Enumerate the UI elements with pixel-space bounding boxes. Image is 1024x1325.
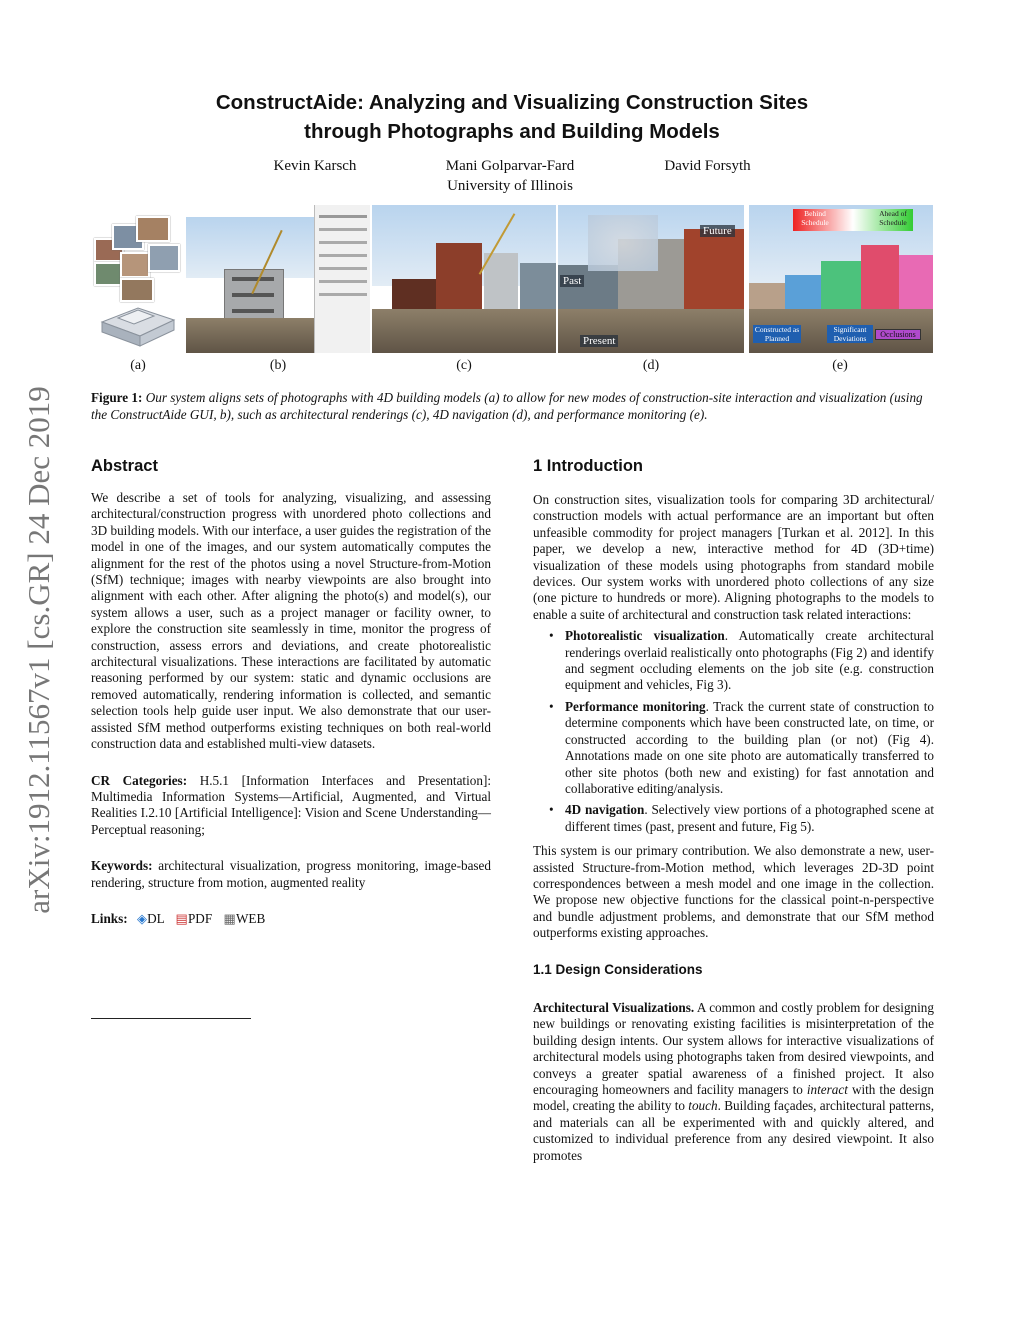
design-considerations-heading: 1.1 Design Considerations (533, 961, 703, 977)
caption-label: Figure 1: (91, 390, 143, 405)
abstract-body (91, 490, 491, 927)
abstract-heading: Abstract (91, 457, 158, 475)
para-3-text-3: . Building façades, architectural patterns, and materials can all be experimented with and quickly altered, and customized to individual preference from any desired viewpoint. It also promotes (533, 1098, 935, 1163)
affiliation: University of Illinois (447, 178, 573, 194)
behind-schedule-label: Behind Schedule (801, 209, 829, 227)
arch-vis-label: Architectural Visualizations. (533, 999, 695, 1015)
fig-label-c: (c) (456, 358, 472, 373)
figure-caption (91, 389, 933, 423)
bullet-text: . Automatically create architectural renderings overlaid realistically onto photographs (Fig 2) and identify and segment occluding elements on the job site (e.g. construction equipment and vehicles, Fig 3). (565, 628, 934, 693)
cr-label: CR Categories: (91, 772, 188, 788)
fig-label-a: (a) (130, 358, 146, 373)
intro-para-1: On construction sites, visualization tools for comparing 3D architectural/ construction models with actual performance are an important but often unfeasible commodity for project managers [Turkan et al. 2012]. In this paper, we develop a new, interactive method for 4D (3D+time) visualization of these models using photographs from standard mobile devices. Our system works with unordered photo collections of any size (one picture to hundreds or more). Aligning photographs to the models to enable a suite of architectural and construction task related interactions: (533, 492, 934, 622)
list-item (533, 628, 934, 694)
future-tag: Future (700, 225, 735, 237)
figure-panel-d (558, 205, 744, 353)
list-item (533, 699, 934, 797)
keywords-label: Keywords: (91, 858, 153, 874)
links-label: Links: (91, 910, 128, 926)
bullet-title: Photorealistic visualization (565, 628, 725, 644)
author-1: Kevin Karsch (273, 158, 357, 174)
intro-para-2: This system is our primary contribution. We also demonstrate a new, user-assisted Structure-from-Motion method, which leverages 2D-3D point correspondences between a mesh model and one image in the collection. We propose new objective functions for the classical point-n-perspective and bundle adjustment problems, and demonstrate that our SfM method outperforms existing approaches. (533, 843, 934, 941)
occlusions-label: Occlusions (875, 329, 921, 340)
figure-panel-a (90, 212, 185, 352)
para-3-em-1: interact (806, 1082, 848, 1097)
figure-panel-c (372, 205, 556, 353)
title-line-2: through Photographs and Building Models (304, 120, 720, 143)
intro-para-3 (533, 1000, 934, 1164)
list-item (533, 802, 934, 835)
footnote-rule (91, 1018, 251, 1019)
past-tag: Past (560, 275, 584, 287)
ahead-schedule-label: Ahead of Schedule (879, 209, 907, 227)
intro-heading-wrap (533, 457, 643, 476)
pdf-icon: ▤ (175, 910, 188, 926)
constructed-label: Constructed as Planned (754, 325, 800, 343)
paper-title (0, 88, 1024, 146)
fig-label-e: (e) (832, 358, 848, 373)
arxiv-id: arXiv:1912.11567v1 [cs.GR] 24 Dec 2019 (21, 386, 56, 914)
para-3-em-2: touch (688, 1098, 718, 1114)
bullet-title: 4D navigation (565, 802, 645, 818)
links-row (91, 911, 491, 927)
dl-icon: ◈ (136, 910, 148, 926)
author-2: Mani Golparvar-Fard (445, 158, 575, 174)
bullet-text: . Selectively view portions of a photographed scene at different times (past, present and future, Fig 5). (565, 802, 934, 834)
contribution-list (533, 628, 934, 835)
abstract-heading-wrap (91, 457, 158, 476)
link-web[interactable]: WEB (235, 910, 266, 926)
link-pdf[interactable]: PDF (187, 910, 213, 926)
fig-label-b: (b) (269, 358, 287, 373)
web-icon: ▦ (223, 910, 236, 926)
deviations-label: Significant Deviations (827, 325, 873, 343)
intro-heading: 1 Introduction (533, 457, 643, 475)
figure-panel-e (749, 205, 933, 353)
abstract-text: We describe a set of tools for analyzing, visualizing, and assessing architectural/construction progress with unordered photo collections and 3D building models. With our interface, a user guides the registration of the model in one of the images, and our system automatically computes the alignment for the rest of the photos using a novel Structure-from-Motion (SfM) technique; images with nearby viewpoints are also brought into alignment with each other. After aligning the photo(s) and model(s), our system allows a user, such as a project manager or facility owner, to explore the construction site seamlessly in time, monitor the progress of construction, assess errors and deviations, and create photorealistic architectural visualizations. These interactions are facilitated by automatic reasoning performed by our system: static and dynamic occlusions are removed automatically, rendering information is collected, and semantic selection tools help guide user input. We also demonstrate that our user-assisted SfM method outperforms existing techniques on both real-world construction data and established multi-view datasets. (91, 490, 491, 752)
cr-text: H.5.1 [Information Interfaces and Presentation]: Multimedia Information Systems—Artificial, Augmented, and Virtual Realities I.2.10 [Artificial Intelligence]: Vision and Scene Understanding—Perceptual reasoning; (91, 772, 492, 837)
keywords (91, 858, 491, 891)
fig-label-d: (d) (642, 358, 660, 373)
present-tag: Present (580, 335, 618, 347)
caption-text: Our system aligns sets of photographs with 4D building models (a) to allow for new modes of construction-site interaction and visualization (using the ConstructAide GUI, b), such as architectural renderings (c), 4D navigation (d), and performance monitoring (e). (91, 390, 923, 422)
bullet-title: Performance monitoring (565, 698, 706, 714)
arxiv-stamp (14, 350, 64, 950)
title-line-1: ConstructAide: Analyzing and Visualizing Construction Sites (215, 91, 809, 114)
author-3: David Forsyth (664, 158, 751, 174)
para-3-text-2: with the design model, creating the ability to (533, 1082, 934, 1114)
figure-panel-b (186, 205, 370, 353)
intro-body (533, 492, 934, 1164)
link-dl[interactable]: DL (147, 910, 165, 926)
keywords-text: architectural visualization, progress monitoring, image-based rendering, structure from motion, augmented reality (91, 858, 491, 890)
building-model-icon (98, 300, 178, 348)
para-3-text-1: A common and costly problem for designing new buildings or renovating existing facilities is misinterpretation of the building design intents. Our system allows for interactive visualizations of architectural models using photographs taken from desired viewpoints, and conveys a greater spatial awareness of a finished project. It also encouraging homeowners and facility managers to (533, 999, 934, 1097)
cr-categories (91, 773, 491, 839)
bullet-text: . Track the current state of construction to determine components which have been constructed late, on time, or constructed according to the building plan (or not) (Fig 4). Annotations made on one site photo are automatically transferred to other site photos (both new and existing) for fast annotation and collaborative editing/analysis. (565, 698, 934, 796)
